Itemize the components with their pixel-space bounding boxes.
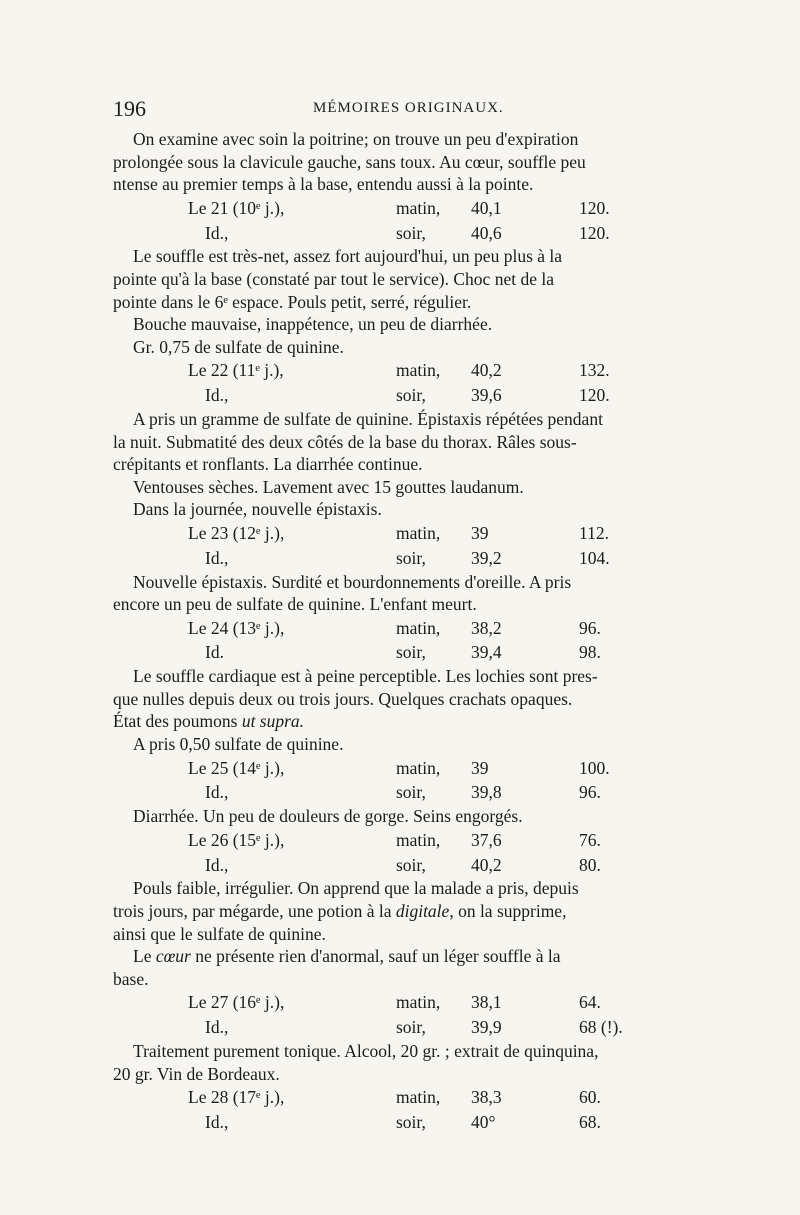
table-row [113,828,688,853]
text-line: que nulles depuis deux ou trois jours. Quelques crachats opaques. [113,688,573,709]
text-line: encore un peu de sulfate de quinine. L'enfant meurt. [113,594,477,615]
paragraph [113,1040,688,1085]
day-cell: Le 22 (11ᵉ j.), [188,360,284,381]
running-head: MÉMOIRES ORIGINAUX. [313,100,504,116]
day-cell: Id., [205,222,229,243]
pulse-cell: 96. [579,617,601,638]
day-cell: Id., [205,1111,229,1132]
paragraph [113,476,688,499]
table-row [113,616,688,641]
time-cell: soir, [396,385,426,406]
temperature-cell: 39 [471,522,489,543]
time-cell: matin, [396,360,441,381]
temperature-table [113,990,688,1040]
day-cell: Le 25 (14ᵉ j.), [188,757,285,778]
temperature-cell: 40,1 [471,197,502,218]
day-cell: Le 27 (16ᵉ j.), [188,992,285,1013]
table-row [113,756,688,781]
temperature-cell: 39,6 [471,385,502,406]
table-row [113,990,688,1015]
table-row [113,1085,688,1110]
page-header [113,96,688,122]
temperature-cell: 39 [471,757,489,778]
paragraph [113,498,688,521]
day-cell: Le 23 (12ᵉ j.), [188,522,285,543]
text-line: ainsi que le sulfate de quinine. [113,923,326,944]
italic-term: digitale [395,901,450,922]
pulse-cell: 132. [579,360,610,381]
text-line: Le souffle cardiaque est à peine perceptible. Les lochies sont pres- [133,666,598,687]
text-line: pointe qu'à la base (constaté par tout le service). Choc net de la [113,268,554,289]
text-line: Le souffle est très-net, assez fort aujourd'hui, un peu plus à la [133,246,563,267]
pulse-cell: 68. [579,1111,601,1132]
temperature-table [113,756,688,806]
text-line: Nouvelle épistaxis. Surdité et bourdonnements d'oreille. A pris [133,571,572,592]
temperature-cell: 38,3 [471,1087,502,1108]
temperature-cell: 40° [471,1111,496,1132]
day-cell: Le 28 (17ᵉ j.), [188,1087,285,1108]
temperature-table [113,196,688,246]
time-cell: soir, [396,782,426,803]
paragraph [113,805,688,828]
page-number: 196 [113,96,146,121]
time-cell: matin, [396,1087,441,1108]
paragraph [113,733,688,756]
temperature-cell: 40,2 [471,854,502,875]
pulse-cell: 120. [579,385,610,406]
text-line: prolongée sous la clavicule gauche, sans toux. Au cœur, souffle peu [113,151,586,172]
text-line: 20 gr. Vin de Bordeaux. [113,1063,280,1084]
body-text [113,128,688,1135]
text-line: État des poumons ut supra. [113,711,305,732]
time-cell: soir, [396,222,426,243]
day-cell: Le 24 (13ᵉ j.), [188,617,285,638]
text-line: A pris un gramme de sulfate de quinine. Épistaxis répétées pendant [133,408,603,429]
temperature-table [113,828,688,878]
pulse-cell: 76. [579,829,601,850]
day-cell: Id., [205,782,229,803]
italic-term: ut supra. [241,711,305,732]
paragraph [113,571,688,616]
temperature-cell: 39,9 [471,1017,502,1038]
table-row [113,521,688,546]
table-row [113,358,688,383]
day-cell: Id., [205,385,229,406]
table-row [113,196,688,221]
text-line: A pris 0,50 sulfate de quinine. [133,734,344,755]
pulse-cell: 120. [579,222,610,243]
temperature-cell: 38,2 [471,617,502,638]
pulse-cell: 64. [579,992,601,1013]
pulse-cell: 80. [579,854,601,875]
text-line: Pouls faible, irrégulier. On apprend que la malade a pris, depuis [133,878,579,899]
table-row [113,1015,688,1040]
paragraph [113,336,688,359]
pulse-cell: 60. [579,1087,601,1108]
text-line: base. [113,968,149,989]
temperature-table [113,1085,688,1135]
temperature-cell: 40,2 [471,360,502,381]
pulse-cell: 104. [579,547,610,568]
paragraph [113,128,688,196]
text-line: Traitement purement tonique. Alcool, 20 gr. ; extrait de quinquina, [133,1041,599,1061]
text-line: pointe dans le 6ᵉ espace. Pouls petit, serré, régulier. [113,291,472,312]
time-cell: soir, [396,854,426,875]
text-line: trois jours, par mégarde, une potion à la digitale, on la supprime, [113,901,567,922]
text-line: Le cœur ne présente rien d'anormal, sauf un léger souffle à la [133,946,561,967]
temperature-cell: 40,6 [471,222,502,243]
day-cell: Id., [205,854,229,875]
text-line: crépitants et ronflants. La diarrhée continue. [113,454,423,475]
temperature-table [113,616,688,666]
time-cell: matin, [396,757,441,778]
text-line: Gr. 0,75 de sulfate de quinine. [133,336,344,357]
pulse-cell: 98. [579,642,601,663]
time-cell: matin, [396,617,441,638]
paragraph [113,408,688,476]
table-row [113,640,688,665]
time-cell: soir, [396,642,426,663]
table-row [113,546,688,571]
time-cell: matin, [396,992,441,1013]
text-line: On examine avec soin la poitrine; on trouve un peu d'expiration [133,129,579,149]
pulse-cell: 120. [579,197,610,218]
italic-term: cœur [155,946,191,967]
paragraph [113,665,688,733]
day-cell: Id., [205,547,229,568]
table-row [113,221,688,246]
temperature-cell: 38,1 [471,992,502,1013]
temperature-cell: 39,2 [471,547,502,568]
temperature-table [113,521,688,571]
text-line: Ventouses sèches. Lavement avec 15 gouttes laudanum. [133,476,524,497]
pulse-cell: 68 (!). [579,1017,623,1038]
table-row [113,780,688,805]
day-cell: Le 21 (10ᵉ j.), [188,197,285,218]
text-line: Dans la journée, nouvelle épistaxis. [133,499,382,520]
text-line: ntense au premier temps à la base, entendu aussi à la pointe. [113,174,534,195]
table-row [113,1110,688,1135]
time-cell: soir, [396,547,426,568]
table-row [113,383,688,408]
text-line: Bouche mauvaise, inappétence, un peu de diarrhée. [133,314,493,335]
temperature-cell: 39,4 [471,642,502,663]
day-cell: Id., [205,1017,229,1038]
temperature-cell: 39,8 [471,782,502,803]
pulse-cell: 100. [579,757,610,778]
time-cell: matin, [396,522,441,543]
time-cell: matin, [396,197,441,218]
temperature-table [113,358,688,408]
text-line: Diarrhée. Un peu de douleurs de gorge. Seins engorgés. [133,806,523,827]
time-cell: soir, [396,1111,426,1132]
paragraph [113,877,688,945]
day-cell: Id. [205,642,224,663]
pulse-cell: 112. [579,522,609,543]
time-cell: matin, [396,829,441,850]
text-line: la nuit. Submatité des deux côtés de la base du thorax. Râles sous- [113,431,577,452]
table-row [113,853,688,878]
pulse-cell: 96. [579,782,601,803]
paragraph [113,945,688,990]
temperature-cell: 37,6 [471,829,502,850]
day-cell: Le 26 (15ᵉ j.), [188,829,285,850]
paragraph [113,245,688,313]
time-cell: soir, [396,1017,426,1038]
paragraph [113,313,688,336]
